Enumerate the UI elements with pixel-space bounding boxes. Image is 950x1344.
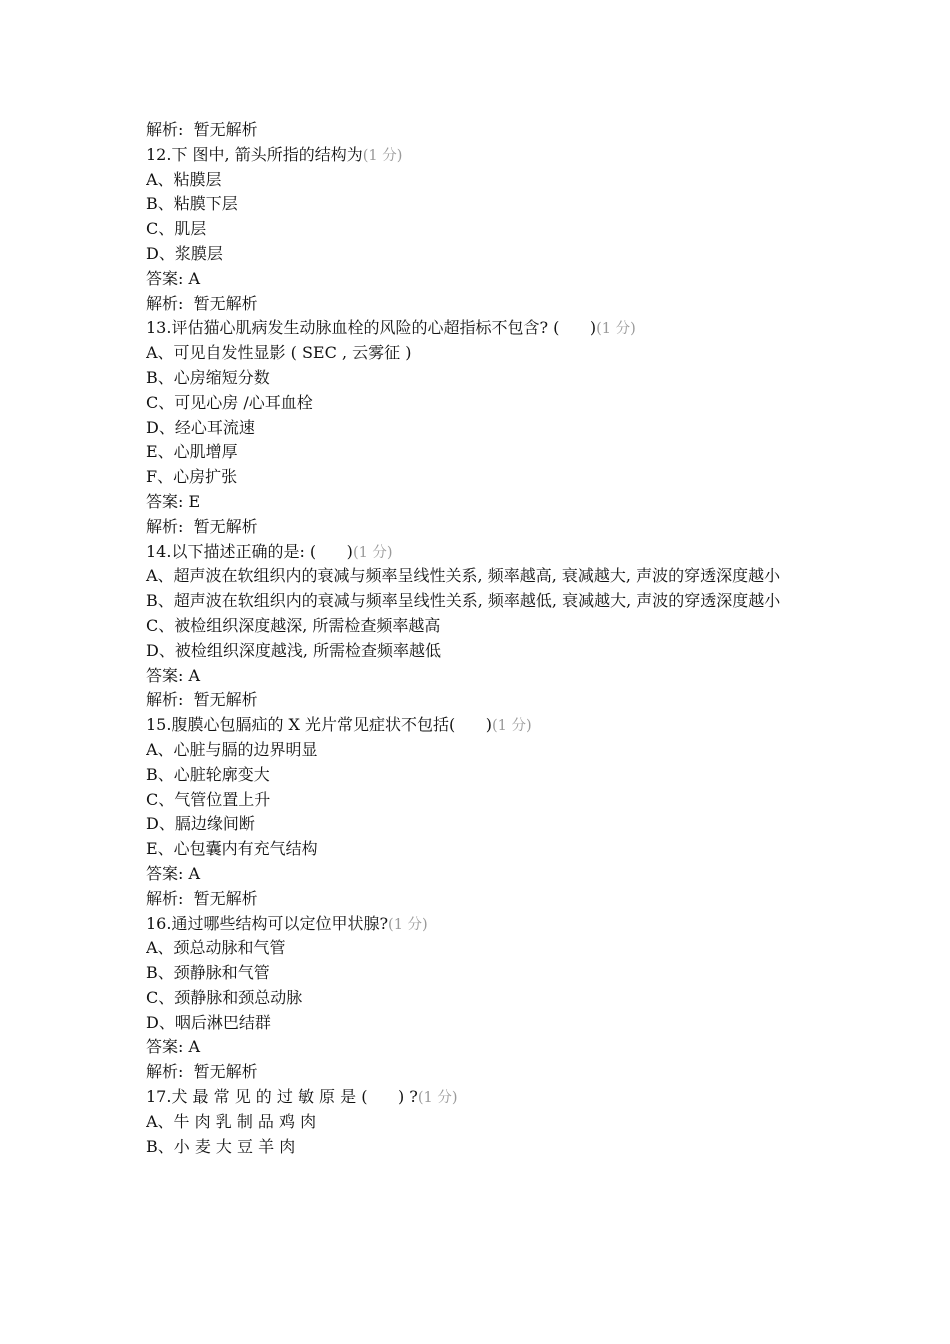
option-b: B、小 麦 大 豆 羊 肉 <box>146 1136 296 1156</box>
option-a: A、颈总动脉和气管 <box>146 938 286 958</box>
question-stem-text: 16.通过哪些结构可以定位甲状腺? <box>146 913 389 933</box>
option-b: B、粘膜下层 <box>146 194 238 214</box>
question-stem <box>146 316 811 341</box>
option-d: D、浆膜层 <box>146 243 223 263</box>
question-stem <box>146 912 811 937</box>
option-d: D、被检组织深度越浅, 所需检查频率越低 <box>146 640 442 660</box>
option-b: B、颈静脉和气管 <box>146 963 270 983</box>
question-stem <box>146 540 811 565</box>
option-d: D、膈边缘间断 <box>146 814 255 834</box>
option-f: F、心房扩张 <box>146 467 238 487</box>
question-stem-text: 12.下 图中, 箭头所指的结构为 <box>146 144 363 164</box>
question-16 <box>146 912 811 1086</box>
answer-line: 答案: A <box>146 268 201 288</box>
option-c: C、被检组织深度越深, 所需检查频率越高 <box>146 615 441 635</box>
option-a: A、粘膜层 <box>146 169 222 189</box>
question-12 <box>146 143 811 317</box>
option-b: B、心脏轮廓变大 <box>146 764 270 784</box>
option-c: C、肌层 <box>146 219 207 239</box>
option-a: A、心脏与膈的边界明显 <box>146 739 318 759</box>
option-c: C、颈静脉和颈总动脉 <box>146 987 303 1007</box>
answer-line: 答案: A <box>146 665 201 685</box>
question-stem <box>146 143 811 168</box>
question-stem-text: 17.犬 最 常 见 的 过 敏 原 是 ( ) ? <box>146 1087 418 1107</box>
option-e: E、心包囊内有充气结构 <box>146 839 318 859</box>
question-15 <box>146 713 811 911</box>
option-e: E、心肌增厚 <box>146 442 238 462</box>
question-stem-text: 13.评估猫心肌病发生动脉血栓的风险的心超指标不包含? ( ) <box>146 318 597 338</box>
analysis-line: 解析: 暂无解析 <box>146 690 258 710</box>
option-c: C、可见心房 /心耳血栓 <box>146 392 313 412</box>
analysis-line: 解析: 暂无解析 <box>146 293 258 313</box>
answer-line: 答案: A <box>146 1037 201 1057</box>
option-a: A、超声波在软组织内的衰减与频率呈线性关系, 频率越高, 衰减越大, 声波的穿透深度越小 <box>146 566 781 586</box>
option-a: A、牛 肉 乳 制 品 鸡 肉 <box>146 1111 317 1131</box>
answer-line: 答案: E <box>146 491 201 511</box>
question-score: (1 分) <box>492 718 532 735</box>
answer-line: 答案: A <box>146 863 201 883</box>
option-d: D、咽后淋巴结群 <box>146 1012 271 1032</box>
analysis-line: 解析: 暂无解析 <box>146 516 258 536</box>
question-list <box>146 118 811 1159</box>
question-stem <box>146 713 811 738</box>
option-d: D、经心耳流速 <box>146 417 255 437</box>
option-b: B、超声波在软组织内的衰减与频率呈线性关系, 频率越低, 衰减越大, 声波的穿透深度越小 <box>146 591 781 611</box>
question-stem-text: 14.以下描述正确的是: ( ) <box>146 541 353 561</box>
option-a: A、可见自发性显影 ( SEC , 云雾征 ) <box>146 343 412 363</box>
analysis-line: 解析: 暂无解析 <box>146 888 258 908</box>
analysis-line: 解析: 暂无解析 <box>146 120 258 139</box>
question-stem-text: 15.腹膜心包膈疝的 X 光片常见症状不包括( ) <box>146 715 493 735</box>
question-score: (1 分) <box>352 544 393 561</box>
option-b: B、心房缩短分数 <box>146 367 270 387</box>
analysis-line: 解析: 暂无解析 <box>146 1062 258 1082</box>
question-stem <box>146 1085 811 1110</box>
question-14 <box>146 540 811 714</box>
option-c: C、气管位置上升 <box>146 789 271 809</box>
question-score: (1 分) <box>362 147 403 164</box>
question-score: (1 分) <box>388 916 428 933</box>
question-17 <box>146 1085 811 1159</box>
question-score: (1 分) <box>417 1090 458 1107</box>
question-score: (1 分) <box>596 321 636 338</box>
question-13 <box>146 316 811 539</box>
